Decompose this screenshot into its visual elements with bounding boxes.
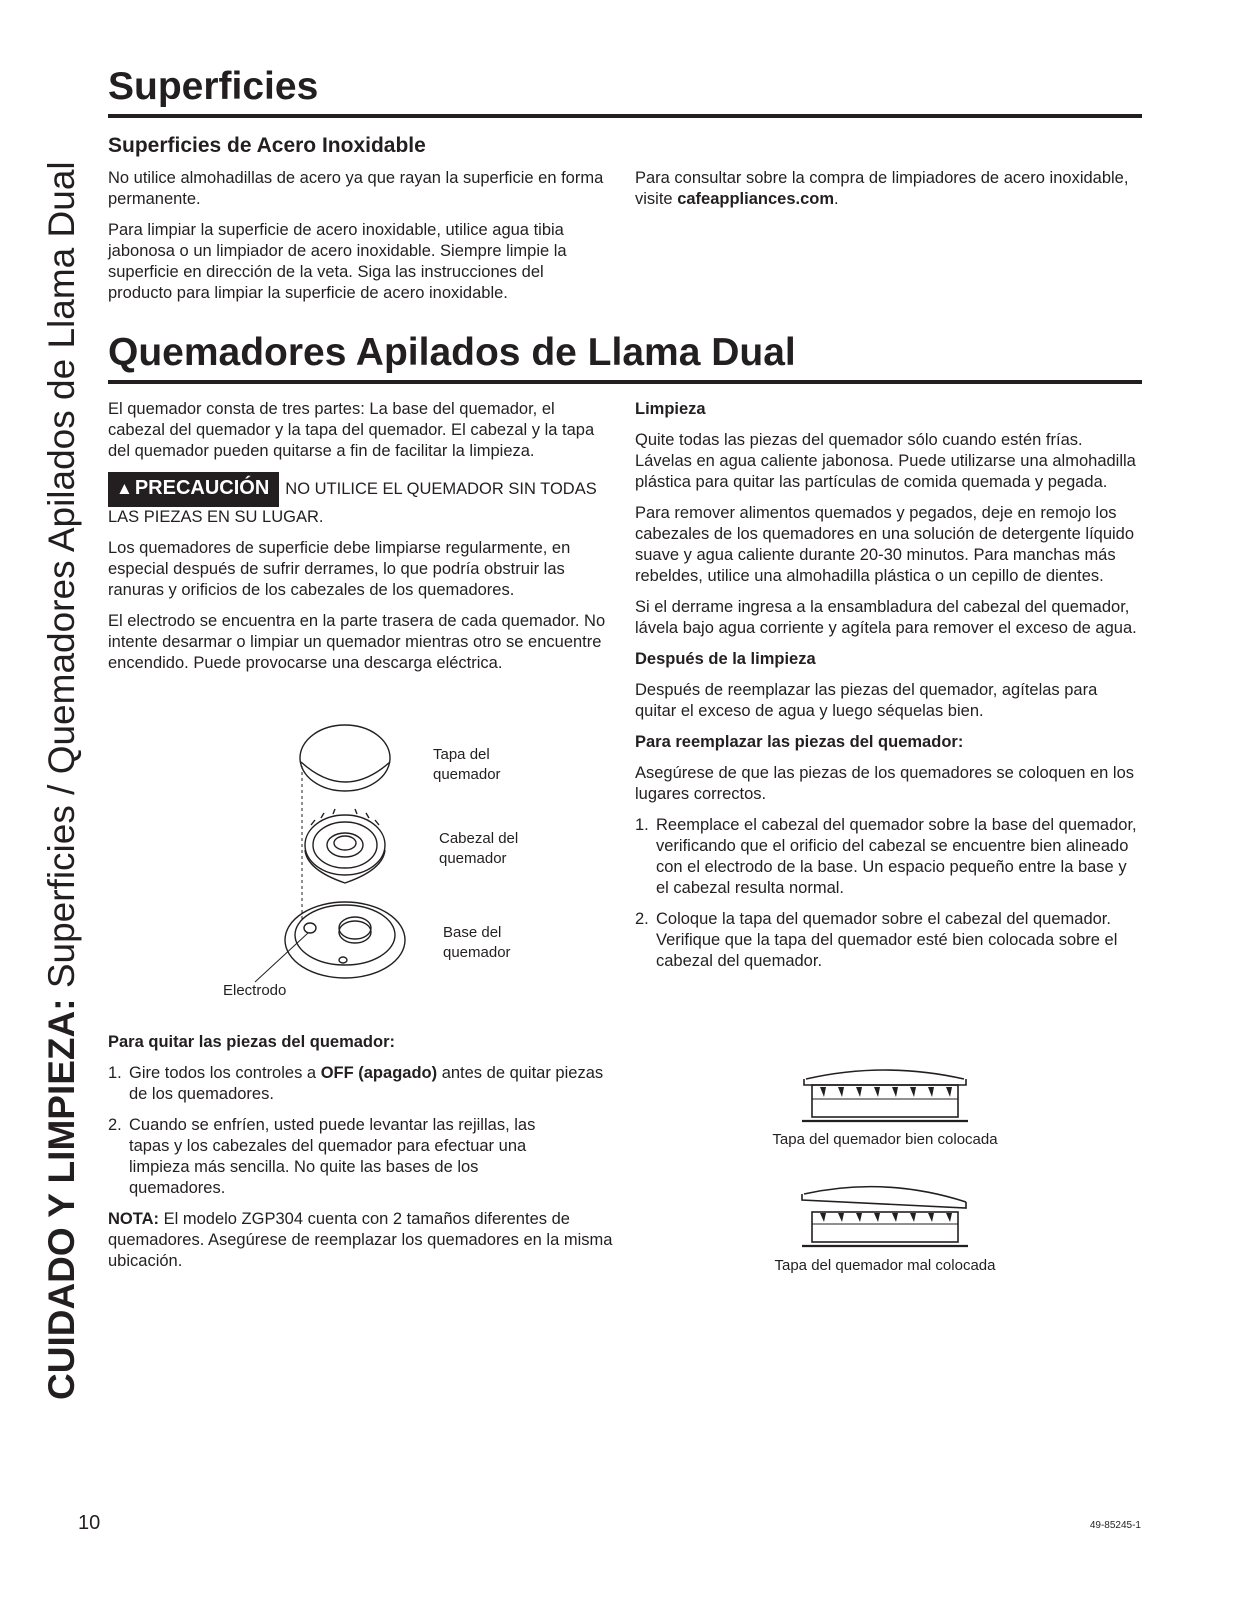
section-subtitle-acero: Superficies de Acero Inoxidable bbox=[108, 134, 426, 157]
section-rule bbox=[108, 114, 1142, 118]
list-item bbox=[635, 815, 1142, 899]
step-number: 1. bbox=[108, 1064, 122, 1082]
paragraph: Después de reemplazar las piezas del quemador, agítelas para quitar el exceso de agua y luego séquelas bien. bbox=[635, 681, 1098, 720]
burner-cap-shape bbox=[300, 725, 390, 791]
note-text: El modelo ZGP304 cuenta con 2 tamaños diferentes de quemadores. Asegúrese de reemplazar los quemadores en la misma ubicación. bbox=[108, 1210, 613, 1270]
paragraph: Quite todas las piezas del quemador sólo cuando estén frías. Lávelas en agua caliente jabonosa. Puede utilizarse una almohadilla plástica para quitar las partículas de comida quemada y pegada. bbox=[635, 431, 1136, 491]
label-line: quemador bbox=[433, 766, 501, 783]
replace-steps-list bbox=[635, 815, 1142, 972]
paragraph: El quemador consta de tres partes: La base del quemador, el cabezal del quemador y la tapa del quemador. El cabezal y la tapa del quemador pueden quitarse a fin de facilitar la limpieza. bbox=[108, 400, 595, 460]
paragraph bbox=[635, 168, 1140, 210]
paragraph: Para remover alimentos quemados y pegados, deje en remojo los cabezales de los quemadores en una solución de detergente líquido suave y agua caliente durante 20-30 minutos. Para manchas más rebeldes, utilice una almohadilla plástica o un cepillo de dientes. bbox=[635, 504, 1135, 585]
side-title-strong: CUIDADO Y LIMPIEZA: bbox=[41, 998, 82, 1400]
side-title bbox=[42, 161, 82, 1400]
burner-head-shape bbox=[305, 815, 385, 875]
text-bold: OFF (apagado) bbox=[320, 1064, 438, 1082]
label-cabezal bbox=[439, 829, 518, 869]
paragraph: Para limpiar la superficie de acero inoxidable, utilice agua tibia jabonosa o un limpiador de acero inoxidable. Siempre limpie la superficie en dirección de la veta. Siga las instrucciones del producto para limpiar la superficie de acero inoxidable. bbox=[108, 221, 567, 302]
section1-right-column bbox=[635, 168, 1140, 220]
cap-incorrect-diagram bbox=[798, 1184, 973, 1250]
section1-left-column bbox=[108, 168, 608, 314]
section-title-quemadores: Quemadores Apilados de Llama Dual bbox=[108, 331, 796, 374]
label-base bbox=[443, 923, 511, 963]
cap-correct-diagram bbox=[798, 1063, 973, 1125]
paragraph: Si el derrame ingresa a la ensambladura del cabezal del quemador, lávela bajo agua corriente y agítela para remover el exceso de agua. bbox=[635, 598, 1137, 637]
paragraph: Los quemadores de superficie debe limpiarse regularmente, en especial después de sufrir derrames, lo que podría obstruir las ranuras y orificios de los cabezales de los quemadores. bbox=[108, 539, 571, 599]
text-span: Cuando se enfríen, usted puede levantar las rejillas, las tapas y los cabezales del quemador para efectuar una limpieza más sencilla. No quite las bases de los quemadores. bbox=[129, 1116, 536, 1197]
section2-right-column bbox=[635, 399, 1142, 982]
section-rule bbox=[108, 380, 1142, 384]
list-item bbox=[108, 1063, 615, 1105]
list-item bbox=[108, 1115, 615, 1199]
after-heading: Después de la limpieza bbox=[635, 650, 816, 668]
text-span: Gire todos los controles a bbox=[129, 1064, 321, 1082]
remove-steps-list bbox=[108, 1063, 615, 1199]
caution-block bbox=[108, 472, 615, 528]
burner-exploded-diagram bbox=[225, 720, 435, 990]
replace-heading: Para reemplazar las piezas del quemador: bbox=[635, 733, 964, 751]
label-line: quemador bbox=[443, 944, 511, 961]
text-span: Coloque la tapa del quemador sobre el cabezal del quemador. Verifique que la tapa del quemador esté bien colocada sobre el cabezal del quemador. bbox=[656, 910, 1118, 970]
paragraph: El electrodo se encuentra en la parte trasera de cada quemador. No intente desarmar o limpiar un quemador mientras otro se encuentre encendido. Puede provocarse una descarga eléctrica. bbox=[108, 612, 606, 672]
label-line: Tapa del bbox=[433, 746, 490, 763]
side-title-rest: Superficies / Quemadores Apilados de Llama Dual bbox=[41, 161, 82, 999]
warning-triangle-icon: ▲ bbox=[116, 479, 133, 498]
caution-badge bbox=[108, 472, 279, 507]
section2-left-column-bottom bbox=[108, 1032, 615, 1282]
step-number: 2. bbox=[108, 1116, 122, 1134]
section2-left-column-top bbox=[108, 399, 615, 684]
text-span: . bbox=[834, 190, 839, 208]
paragraph: No utilice almohadillas de acero ya que rayan la superficie en forma permanente. bbox=[108, 169, 604, 208]
caption-correct: Tapa del quemador bien colocada bbox=[772, 1131, 998, 1148]
cleaning-heading: Limpieza bbox=[635, 400, 706, 418]
note-paragraph bbox=[108, 1209, 615, 1272]
text-span: antes de quitar piezas de los quemadores. bbox=[129, 1064, 604, 1103]
step-number: 2. bbox=[635, 910, 649, 928]
page-number: 10 bbox=[78, 1512, 101, 1534]
document-code: 49-85245-1 bbox=[1089, 1520, 1141, 1531]
label-line: Base del bbox=[443, 924, 502, 941]
text-span: Para consultar sobre la compra de limpiadores de acero inoxidable, visite bbox=[635, 169, 1129, 208]
label-line: quemador bbox=[439, 850, 507, 867]
label-electrodo: Electrodo bbox=[223, 982, 287, 999]
label-line: Cabezal del bbox=[439, 830, 519, 847]
remove-heading: Para quitar las piezas del quemador: bbox=[108, 1033, 396, 1051]
website-link[interactable]: cafeappliances.com bbox=[677, 190, 835, 208]
caution-label: PRECAUCIÓN bbox=[134, 477, 270, 499]
label-tapa bbox=[433, 745, 501, 785]
text-span: Reemplace el cabezal del quemador sobre la base del quemador, verificando que el orificio del cabezal se encuentre bien alineado con el electrodo de la base. Un espacio pequeño entre la base y el cabezal resulta normal. bbox=[656, 816, 1137, 897]
note-label: NOTA: bbox=[108, 1210, 160, 1228]
step-number: 1. bbox=[635, 816, 649, 834]
list-item bbox=[635, 909, 1142, 972]
caution-text: NO UTILICE EL QUEMADOR SIN TODAS LAS PIEZAS EN SU LUGAR. bbox=[108, 480, 597, 526]
paragraph: Asegúrese de que las piezas de los quemadores se coloquen en los lugares correctos. bbox=[635, 764, 1134, 803]
caption-incorrect: Tapa del quemador mal colocada bbox=[774, 1257, 996, 1274]
section-title-superficies: Superficies bbox=[108, 65, 319, 108]
